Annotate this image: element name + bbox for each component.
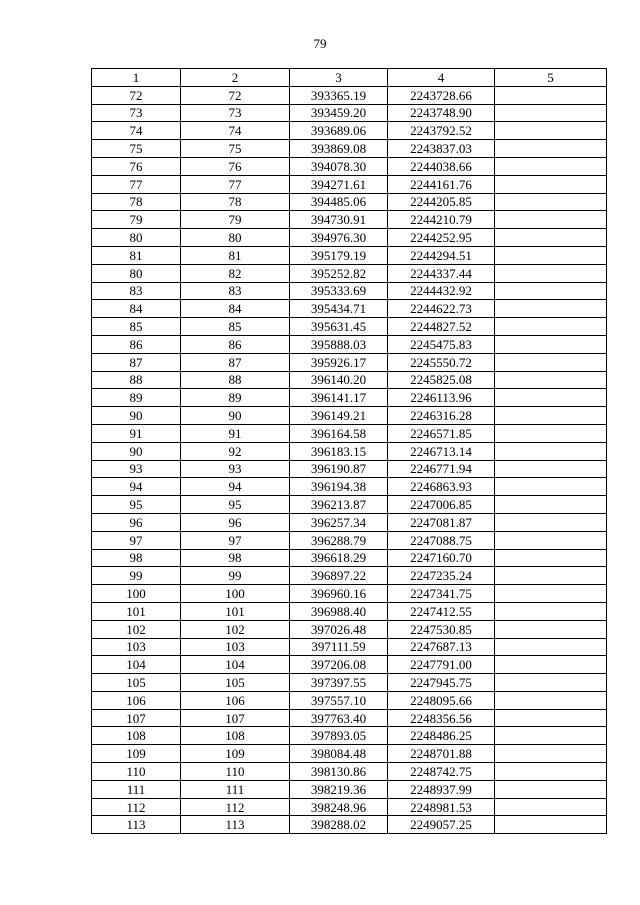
table-cell [495, 478, 607, 496]
table-cell: 97 [92, 531, 181, 549]
table-cell: 2244252.95 [388, 229, 495, 247]
table-cell: 2246771.94 [388, 460, 495, 478]
table-cell: 396618.29 [290, 549, 388, 567]
table-cell: 395252.82 [290, 264, 388, 282]
table-cell: 397763.40 [290, 709, 388, 727]
table-cell: 84 [92, 300, 181, 318]
table-cell: 394730.91 [290, 211, 388, 229]
table-row [92, 567, 607, 585]
table-cell: 91 [181, 424, 290, 442]
table-cell: 78 [181, 193, 290, 211]
table-cell: 102 [181, 620, 290, 638]
table-cell: 109 [181, 745, 290, 763]
table-cell: 87 [181, 353, 290, 371]
column-header: 5 [495, 69, 607, 87]
table-cell [495, 335, 607, 353]
table-cell: 83 [181, 282, 290, 300]
table-cell: 2247687.13 [388, 638, 495, 656]
table-cell [495, 193, 607, 211]
table-header-row [92, 69, 607, 87]
table-row [92, 709, 607, 727]
table-cell: 2247235.24 [388, 567, 495, 585]
table-row [92, 424, 607, 442]
table-cell [495, 513, 607, 531]
table-cell: 2246316.28 [388, 407, 495, 425]
table-cell [495, 691, 607, 709]
table-cell: 79 [92, 211, 181, 229]
table-cell: 110 [181, 763, 290, 781]
column-header: 3 [290, 69, 388, 87]
table-cell: 2243748.90 [388, 104, 495, 122]
table-cell: 394271.61 [290, 175, 388, 193]
table-cell: 104 [92, 656, 181, 674]
table-cell: 89 [181, 389, 290, 407]
table-cell [495, 585, 607, 603]
table-cell: 2247530.85 [388, 620, 495, 638]
table-cell [495, 780, 607, 798]
table-cell: 83 [92, 282, 181, 300]
table-row [92, 780, 607, 798]
table-cell: 108 [181, 727, 290, 745]
table-row [92, 104, 607, 122]
table-cell: 91 [92, 424, 181, 442]
table-cell: 76 [92, 157, 181, 175]
table-row [92, 513, 607, 531]
table-cell [495, 122, 607, 140]
table-cell [495, 104, 607, 122]
table-cell: 2245550.72 [388, 353, 495, 371]
table-cell [495, 353, 607, 371]
table-cell: 2243792.52 [388, 122, 495, 140]
table-cell: 396190.87 [290, 460, 388, 478]
table-row [92, 175, 607, 193]
table-cell: 2248742.75 [388, 763, 495, 781]
table-cell: 2243728.66 [388, 86, 495, 104]
column-header: 4 [388, 69, 495, 87]
table-cell: 86 [92, 335, 181, 353]
table-cell: 110 [92, 763, 181, 781]
table-cell: 2245475.83 [388, 335, 495, 353]
table-cell: 102 [92, 620, 181, 638]
table-cell [495, 371, 607, 389]
table-cell: 72 [92, 86, 181, 104]
table-cell: 80 [92, 264, 181, 282]
table-row [92, 318, 607, 336]
table-cell [495, 656, 607, 674]
table-cell: 395888.03 [290, 335, 388, 353]
table-cell: 99 [181, 567, 290, 585]
table-cell: 395333.69 [290, 282, 388, 300]
table-cell: 98 [92, 549, 181, 567]
table-row [92, 442, 607, 460]
table-cell: 96 [92, 513, 181, 531]
table-row [92, 674, 607, 692]
table-row [92, 727, 607, 745]
table-cell: 394078.30 [290, 157, 388, 175]
table-cell: 2248095.66 [388, 691, 495, 709]
table-row [92, 585, 607, 603]
table-cell [495, 157, 607, 175]
table-cell: 107 [181, 709, 290, 727]
table-cell: 398084.48 [290, 745, 388, 763]
table-cell [495, 674, 607, 692]
table-cell: 397397.55 [290, 674, 388, 692]
table-cell [495, 86, 607, 104]
table-cell: 2247791.00 [388, 656, 495, 674]
table-cell: 394976.30 [290, 229, 388, 247]
table-cell: 89 [92, 389, 181, 407]
table-cell [495, 460, 607, 478]
table-cell [495, 389, 607, 407]
table-cell: 93 [181, 460, 290, 478]
table-row [92, 798, 607, 816]
table-cell [495, 282, 607, 300]
table-cell: 108 [92, 727, 181, 745]
table-row [92, 531, 607, 549]
table-cell: 398130.86 [290, 763, 388, 781]
table-cell: 397111.59 [290, 638, 388, 656]
table-cell: 90 [181, 407, 290, 425]
table-cell: 2247006.85 [388, 496, 495, 514]
table-cell: 111 [92, 780, 181, 798]
table-cell: 398288.02 [290, 816, 388, 834]
table-cell: 2246863.93 [388, 478, 495, 496]
table-cell: 2246713.14 [388, 442, 495, 460]
table-cell: 395631.45 [290, 318, 388, 336]
table-cell: 97 [181, 531, 290, 549]
table-cell [495, 567, 607, 585]
table-cell: 105 [181, 674, 290, 692]
table-row [92, 602, 607, 620]
table-cell [495, 424, 607, 442]
table-cell: 2244432.92 [388, 282, 495, 300]
table-cell: 2248981.53 [388, 798, 495, 816]
table-row [92, 86, 607, 104]
table-row [92, 460, 607, 478]
table-cell: 2246571.85 [388, 424, 495, 442]
table-cell: 397206.08 [290, 656, 388, 674]
table-cell [495, 318, 607, 336]
table-cell [495, 246, 607, 264]
table-cell [495, 709, 607, 727]
table-cell [495, 175, 607, 193]
table-cell: 79 [181, 211, 290, 229]
table-cell: 92 [181, 442, 290, 460]
table-cell: 396257.34 [290, 513, 388, 531]
table-cell: 396183.15 [290, 442, 388, 460]
table-row [92, 264, 607, 282]
table-cell [495, 602, 607, 620]
table-row [92, 638, 607, 656]
table-cell: 396140.20 [290, 371, 388, 389]
table-cell: 93 [92, 460, 181, 478]
table-row [92, 193, 607, 211]
table-cell: 94 [181, 478, 290, 496]
table-body [92, 86, 607, 833]
table-cell: 84 [181, 300, 290, 318]
table-cell: 2247081.87 [388, 513, 495, 531]
table-row [92, 246, 607, 264]
column-header: 1 [92, 69, 181, 87]
table-cell: 394485.06 [290, 193, 388, 211]
table-cell: 2244038.66 [388, 157, 495, 175]
table-cell [495, 638, 607, 656]
table-cell: 72 [181, 86, 290, 104]
table-cell: 96 [181, 513, 290, 531]
table-row [92, 122, 607, 140]
table-cell: 2247160.70 [388, 549, 495, 567]
table-row [92, 745, 607, 763]
table-cell: 76 [181, 157, 290, 175]
table-cell: 73 [181, 104, 290, 122]
table-cell: 396164.58 [290, 424, 388, 442]
table-cell [495, 211, 607, 229]
table-row [92, 389, 607, 407]
table-cell: 88 [181, 371, 290, 389]
table-cell: 397026.48 [290, 620, 388, 638]
table-cell: 99 [92, 567, 181, 585]
table-cell [495, 442, 607, 460]
table-cell: 393365.19 [290, 86, 388, 104]
table-row [92, 496, 607, 514]
table-cell: 100 [92, 585, 181, 603]
table-cell: 75 [92, 140, 181, 158]
table-cell: 2245825.08 [388, 371, 495, 389]
table-cell [495, 816, 607, 834]
table-cell: 81 [92, 246, 181, 264]
table-cell: 113 [181, 816, 290, 834]
table-cell: 88 [92, 371, 181, 389]
table-cell: 100 [181, 585, 290, 603]
table-cell: 396897.22 [290, 567, 388, 585]
table-cell: 106 [181, 691, 290, 709]
table-cell: 95 [92, 496, 181, 514]
table-cell: 86 [181, 335, 290, 353]
table-cell: 395434.71 [290, 300, 388, 318]
table-cell: 2244205.85 [388, 193, 495, 211]
table-cell: 2244210.79 [388, 211, 495, 229]
table-cell [495, 727, 607, 745]
table-cell [495, 264, 607, 282]
table-cell: 81 [181, 246, 290, 264]
table-cell: 2249057.25 [388, 816, 495, 834]
table-cell [495, 496, 607, 514]
table-row [92, 282, 607, 300]
table-row [92, 371, 607, 389]
table-cell: 98 [181, 549, 290, 567]
table-cell: 95 [181, 496, 290, 514]
table-cell [495, 229, 607, 247]
table-row [92, 353, 607, 371]
table-cell: 85 [92, 318, 181, 336]
table-cell: 80 [181, 229, 290, 247]
column-header: 2 [181, 69, 290, 87]
table-cell: 396141.17 [290, 389, 388, 407]
table-cell: 104 [181, 656, 290, 674]
table-cell: 396213.87 [290, 496, 388, 514]
table-cell [495, 407, 607, 425]
table-row [92, 549, 607, 567]
table-cell: 106 [92, 691, 181, 709]
table-cell: 2247088.75 [388, 531, 495, 549]
table-row [92, 211, 607, 229]
table-row [92, 478, 607, 496]
table-row [92, 300, 607, 318]
table-cell: 103 [92, 638, 181, 656]
table-cell: 2247945.75 [388, 674, 495, 692]
table-cell: 77 [92, 175, 181, 193]
table-row [92, 691, 607, 709]
table-cell: 2246113.96 [388, 389, 495, 407]
table-cell: 78 [92, 193, 181, 211]
table-cell: 80 [92, 229, 181, 247]
table-cell [495, 798, 607, 816]
table-cell: 75 [181, 140, 290, 158]
table-cell: 2248701.88 [388, 745, 495, 763]
table-row [92, 816, 607, 834]
table-cell: 396988.40 [290, 602, 388, 620]
table-cell: 113 [92, 816, 181, 834]
table-cell: 112 [181, 798, 290, 816]
table-cell: 2248356.56 [388, 709, 495, 727]
table-cell: 2247412.55 [388, 602, 495, 620]
table-cell: 82 [181, 264, 290, 282]
table-cell: 398219.36 [290, 780, 388, 798]
table-cell [495, 140, 607, 158]
table-row [92, 407, 607, 425]
table-cell [495, 300, 607, 318]
table-cell: 2244622.73 [388, 300, 495, 318]
table-cell: 107 [92, 709, 181, 727]
table-cell: 74 [181, 122, 290, 140]
table-cell: 396149.21 [290, 407, 388, 425]
table-cell [495, 763, 607, 781]
table-row [92, 229, 607, 247]
table-cell: 393459.20 [290, 104, 388, 122]
table-cell: 393869.08 [290, 140, 388, 158]
table-cell: 393689.06 [290, 122, 388, 140]
table-cell: 101 [181, 602, 290, 620]
table-cell: 396194.38 [290, 478, 388, 496]
table-cell: 398248.96 [290, 798, 388, 816]
table-cell: 109 [92, 745, 181, 763]
table-row [92, 620, 607, 638]
page-number: 79 [313, 36, 327, 51]
table-cell: 395179.19 [290, 246, 388, 264]
table-row [92, 140, 607, 158]
table-cell: 2244827.52 [388, 318, 495, 336]
table-cell: 111 [181, 780, 290, 798]
table-cell: 397893.05 [290, 727, 388, 745]
table-cell: 73 [92, 104, 181, 122]
table-cell: 396960.16 [290, 585, 388, 603]
table-cell: 2243837.03 [388, 140, 495, 158]
table-cell: 395926.17 [290, 353, 388, 371]
table-cell: 77 [181, 175, 290, 193]
table-cell: 2247341.75 [388, 585, 495, 603]
table-cell: 90 [92, 407, 181, 425]
table-cell [495, 620, 607, 638]
table-cell: 2244337.44 [388, 264, 495, 282]
table-cell: 101 [92, 602, 181, 620]
table-cell: 397557.10 [290, 691, 388, 709]
table-cell: 74 [92, 122, 181, 140]
table-cell [495, 531, 607, 549]
table-cell: 94 [92, 478, 181, 496]
table-cell [495, 549, 607, 567]
table-row [92, 157, 607, 175]
coordinates-table [91, 68, 607, 834]
table-cell: 2248937.99 [388, 780, 495, 798]
table-cell: 103 [181, 638, 290, 656]
table-cell: 112 [92, 798, 181, 816]
table-cell: 2244294.51 [388, 246, 495, 264]
table-cell: 2244161.76 [388, 175, 495, 193]
table-cell: 87 [92, 353, 181, 371]
table-row [92, 763, 607, 781]
table-cell: 396288.79 [290, 531, 388, 549]
table-cell: 90 [92, 442, 181, 460]
table-cell: 85 [181, 318, 290, 336]
table-row [92, 335, 607, 353]
table-cell: 105 [92, 674, 181, 692]
table-row [92, 656, 607, 674]
table-cell: 2248486.25 [388, 727, 495, 745]
table-cell [495, 745, 607, 763]
